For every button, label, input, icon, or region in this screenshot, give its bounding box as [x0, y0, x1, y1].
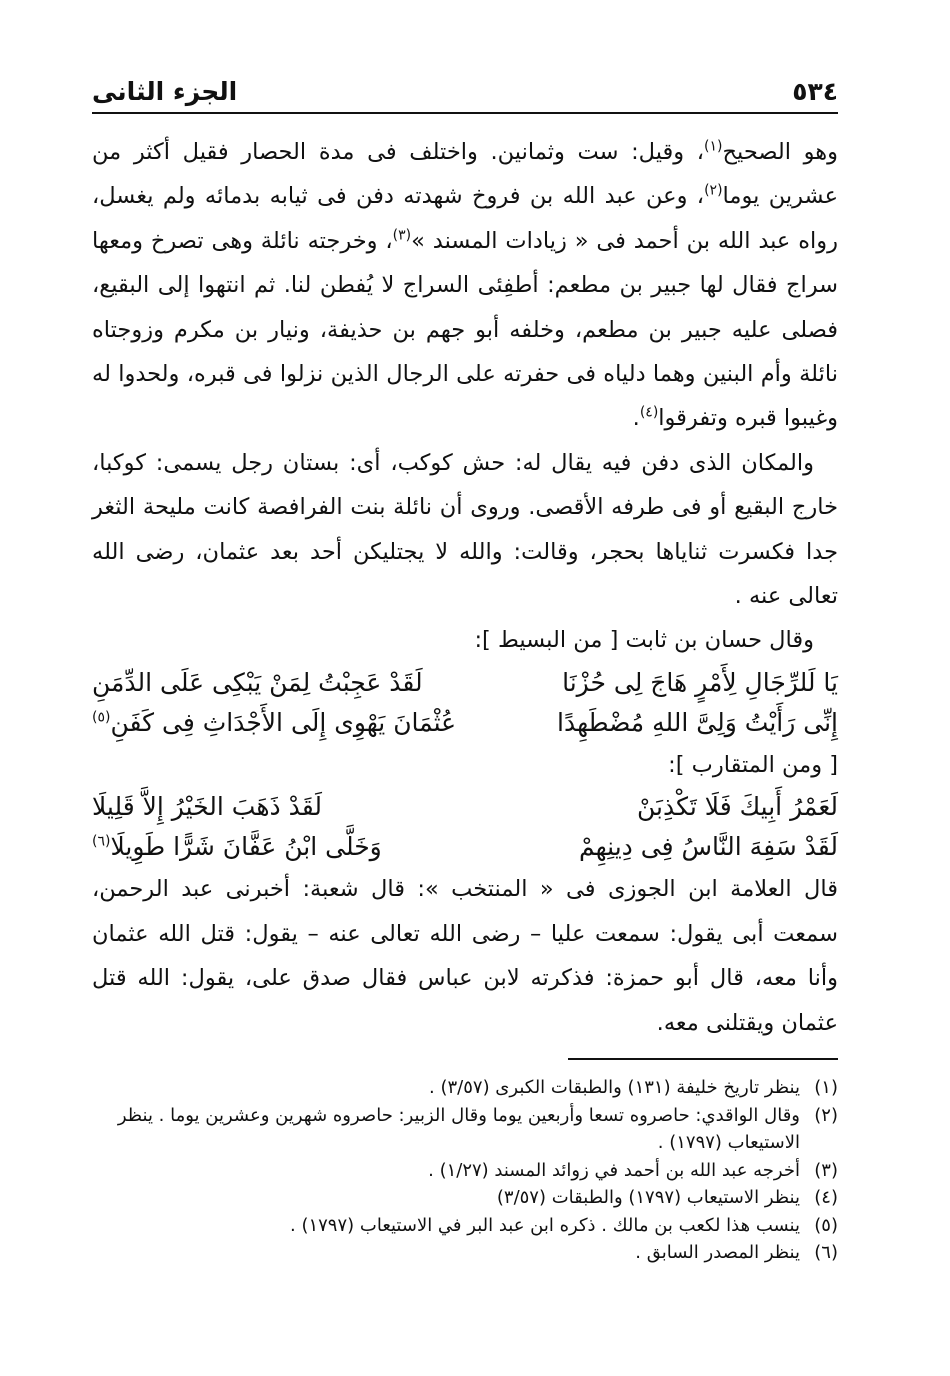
- footnote-number: (٢): [814, 1104, 838, 1126]
- text-run: ، وقيل: ست وثمانين. واختلف فى مدة الحصار فقيل أكثر من عشرين يوما: [92, 139, 839, 210]
- footnote-divider: [568, 1058, 838, 1060]
- verse: [92, 787, 838, 827]
- verse-second-hemistich: [92, 703, 456, 743]
- running-title: الجزء الثانى: [92, 77, 238, 106]
- footnote-text: ينسب هذا لكعب بن مالك . ذكره ابن عبد البر في الاستيعاب (١٧٩٧) .: [290, 1214, 800, 1236]
- footnotes: [92, 1074, 838, 1267]
- footnote-text: ينظر الاستيعاب (١٧٩٧) والطبقات (٣/٥٧): [496, 1187, 800, 1208]
- footnote-number: (٦): [814, 1242, 838, 1263]
- paragraph-2: والمكان الذى دفن فيه يقال له: حش كوكب، أى: بستان رجل يسمى: كوكبا، خارج البقيع أو فى طرفه الأقصى. وروى أن نائلة بنت الفرافصة كانت مليحة الثغر جدا فكسرت ثناياها بحجر، وقالت: والله لا يجتليكن أحد بعد عثمان، رضى الله تعالى عنه .: [92, 449, 838, 610]
- footnote-3: [92, 1157, 838, 1185]
- hemistich-text: عُثْمَانَ يَهْوِى إِلَى الأَجْدَاثِ فِى كَفَنِ: [110, 707, 457, 737]
- verse-second-hemistich: [92, 787, 322, 827]
- verse-first-hemistich: لَقَدْ سَفِهَ النَّاسُ فِى دِينِهِمْ: [579, 832, 838, 862]
- footnote-number: (٣): [814, 1159, 838, 1181]
- verse-second-hemistich: [92, 827, 382, 867]
- footnote-text: ينظر تاريخ خليفة (١٣١) والطبقات الكبرى (٣/٥٧) .: [429, 1077, 800, 1098]
- hemistich-text: وَخَلَّى ابْنُ عَفَّانَ شَرًّا طَوِيلَا: [110, 832, 382, 862]
- verse: [92, 827, 838, 867]
- footnote-ref-2[interactable]: (٢): [704, 182, 723, 199]
- text-run: .: [632, 405, 640, 432]
- hemistich-text: لَقَدْ ذَهَبَ الخَيْرُ إِلاَّ قَلِيلَا: [92, 792, 322, 822]
- verse: [92, 703, 838, 743]
- footnote-2: [92, 1102, 838, 1157]
- poem-mutaqarib: [92, 787, 838, 867]
- hemistich-text: لَقَدْ عَجِبْتُ لِمَنْ يَبْكِى عَلَى الدِّمَنِ: [92, 667, 423, 697]
- main-text: [92, 130, 838, 1045]
- paragraph-3: قال العلامة ابن الجوزى فى « المنتخب »: قال شعبة: أخبرنى عبد الرحمن، سمعت أبى يقول: سمعت عليا – رضى الله تعالى عنه – يقول: قتل الله عثمان وأنا معه، قال أبو حمزة: فذكرته لابن عباس فقال صدق على، يقول: الله قتل عثمان ويقتلنى معه.: [92, 876, 838, 1036]
- text-run: ، وعن عبد الله بن فروخ شهدته دفن فى ثيابه بدمائه ولم يغسل، رواه عبد الله بن أحمد فى « زيادات المسند »: [92, 183, 838, 254]
- footnote-text: أخرجه عبد الله بن أحمد في زوائد المسند (١/٢٧) .: [428, 1159, 800, 1181]
- paragraph-1: [92, 130, 838, 441]
- footnote-4: [92, 1184, 838, 1212]
- footnote-text: ينظر المصدر السابق .: [635, 1242, 800, 1263]
- footnote-ref-4[interactable]: (٤): [639, 404, 659, 421]
- footnote-ref-6[interactable]: (٦): [92, 833, 111, 850]
- text-run: وهو الصحيح: [722, 139, 838, 165]
- footnote-6: [92, 1239, 838, 1267]
- verse: [92, 663, 838, 703]
- header-divider: [92, 112, 838, 114]
- poem-intro-2: [ ومن المتقارب ]:: [668, 751, 838, 778]
- text-run: ، وخرجته نائلة وهى تصرخ ومعها سراج فقال لها جبير بن مطعم: أطفِئى السراج لا يُفطن لنا. ثم انتهوا إلى البقيع، فصلى عليه جبير بن مطعم، وخلفه أبو جهم بن حذيفة، ونيار بن مكرم وزوجتاه نائلة وأم البنين وهما دلياه فى حفرته على الرجال الذين نزلوا فى قبره، ولحدوا له وغيبوا قبره وتفرقوا: [92, 227, 838, 432]
- poem-intro-1: وقال حسان بن ثابت [ من البسيط ]:: [474, 627, 814, 654]
- verse-first-hemistich: يَا لَلرِّجَالِ لِأَمْرٍ هَاجَ لِى حُزْنَا: [562, 667, 838, 697]
- footnote-1: [92, 1074, 838, 1102]
- footnote-5: [92, 1212, 838, 1240]
- page-number: ٥٣٤: [792, 77, 838, 106]
- page-header: [92, 66, 838, 106]
- footnote-text: وقال الواقدي: حاصروه تسعا وأربعين يوما وقال الزبير: حاصروه شهرين وعشرين يوما . ينظر الاستيعاب (١٧٩٧) .: [117, 1104, 800, 1153]
- verse-first-hemistich: لَعَمْرُ أَبِيكَ فَلَا تَكْذِبَنْ: [636, 792, 838, 822]
- footnote-number: (١): [814, 1077, 838, 1098]
- footnote-number: (٤): [814, 1187, 838, 1208]
- footnote-ref-5[interactable]: (٥): [92, 709, 111, 726]
- poem-hassan: [92, 663, 838, 743]
- footnote-ref-3[interactable]: (٣): [392, 227, 412, 244]
- verse-second-hemistich: [92, 663, 423, 703]
- verse-first-hemistich: إِنِّى رَأَيْتُ وَلِىَّ اللهِ مُضْطَهِدًا: [557, 707, 838, 737]
- footnote-number: (٥): [814, 1214, 838, 1236]
- footnote-ref-1[interactable]: (١): [704, 138, 723, 155]
